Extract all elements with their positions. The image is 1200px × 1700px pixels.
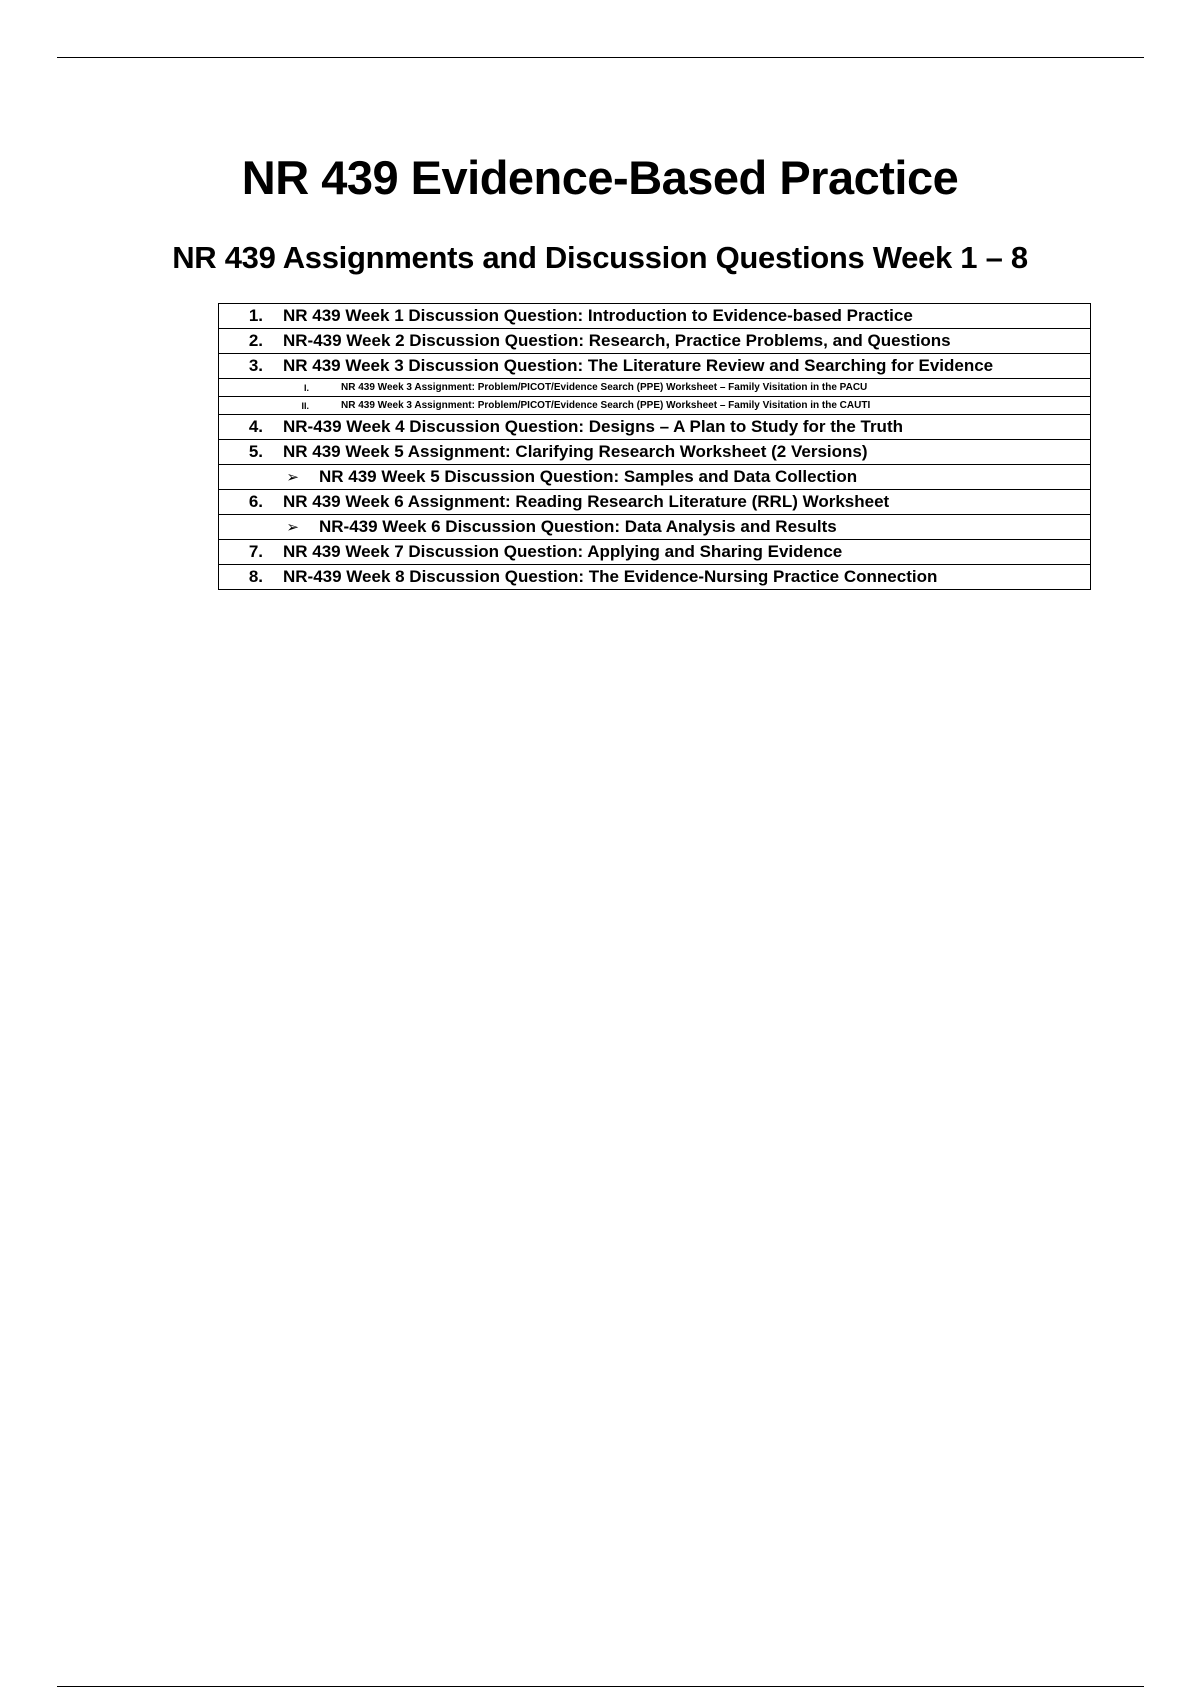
toc-row	[219, 354, 1091, 379]
toc-item-text: NR 439 Week 3 Assignment: Problem/PICOT/Evidence Search (PPE) Worksheet – Family Visitation in the CAUTI	[341, 400, 871, 411]
bottom-rule	[57, 1686, 1144, 1687]
document-title: NR 439 Evidence-Based Practice	[241, 151, 959, 204]
toc-item-text: NR 439 Week 6 Assignment: Reading Research Literature (RRL) Worksheet	[283, 492, 890, 511]
toc-marker: 8.	[248, 567, 263, 586]
toc-arrow-row	[219, 515, 1091, 540]
toc-item-text: NR-439 Week 2 Discussion Question: Research, Practice Problems, and Questions	[283, 331, 951, 350]
toc-arrow-row	[219, 465, 1091, 490]
toc-row	[219, 440, 1091, 465]
toc-item-text: NR 439 Week 7 Discussion Question: Applying and Sharing Evidence	[283, 542, 843, 561]
toc-item-text: NR 439 Week 3 Assignment: Problem/PICOT/Evidence Search (PPE) Worksheet – Family Visitation in the PACU	[341, 382, 868, 393]
toc-row	[219, 329, 1091, 354]
toc-marker: 6.	[248, 492, 263, 511]
toc-marker: 1.	[248, 306, 263, 325]
toc-row	[219, 490, 1091, 515]
arrow-bullet-icon: ➢	[286, 519, 299, 536]
toc-marker: 7.	[248, 542, 263, 561]
contents-table	[218, 303, 1091, 590]
toc-row	[219, 415, 1091, 440]
toc-item-text: NR 439 Week 5 Discussion Question: Samples and Data Collection	[319, 467, 858, 486]
arrow-bullet-icon: ➢	[286, 469, 299, 486]
toc-marker: II.	[301, 400, 309, 411]
toc-row	[219, 540, 1091, 565]
toc-marker: I.	[303, 382, 309, 393]
toc-marker: 4.	[248, 417, 263, 436]
top-rule	[57, 57, 1144, 58]
toc-item-text: NR-439 Week 8 Discussion Question: The Evidence-Nursing Practice Connection	[283, 567, 938, 586]
toc-marker: 2.	[248, 331, 263, 350]
toc-row	[219, 304, 1091, 329]
toc-subrow	[219, 397, 1091, 415]
toc-item-text: NR 439 Week 3 Discussion Question: The Literature Review and Searching for Evidence	[283, 356, 994, 375]
toc-item-text: NR 439 Week 5 Assignment: Clarifying Research Worksheet (2 Versions)	[283, 442, 868, 461]
toc-subrow	[219, 379, 1091, 397]
document-subtitle: NR 439 Assignments and Discussion Questions Week 1 – 8	[172, 240, 1028, 275]
toc-marker: 5.	[248, 442, 263, 461]
toc-item-text: NR-439 Week 4 Discussion Question: Designs – A Plan to Study for the Truth	[283, 417, 903, 436]
toc-item-text: NR 439 Week 1 Discussion Question: Introduction to Evidence-based Practice	[283, 306, 913, 325]
toc-item-text: NR-439 Week 6 Discussion Question: Data Analysis and Results	[319, 517, 837, 536]
toc-row	[219, 565, 1091, 590]
toc-marker: 3.	[248, 356, 263, 375]
